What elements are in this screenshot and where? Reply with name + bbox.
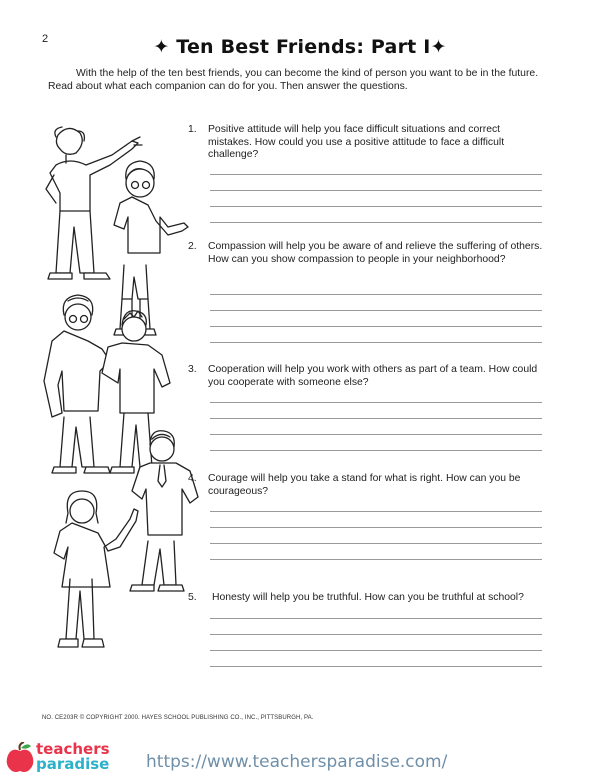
answer-line[interactable]	[210, 294, 542, 295]
apple-icon	[6, 742, 34, 772]
footer	[0, 730, 600, 776]
answer-lines[interactable]	[210, 511, 542, 575]
question-text: Honesty will help you be truthful. How can you be truthful at school?	[212, 592, 524, 603]
answer-line[interactable]	[210, 326, 542, 327]
answer-line[interactable]	[210, 527, 542, 528]
answer-lines[interactable]	[210, 294, 542, 358]
question-number: 5.	[188, 592, 197, 603]
figure-girl-glasses	[114, 161, 188, 335]
logo-wordmark	[36, 742, 110, 772]
question-text: Compassion will help you be aware of and relieve the suffering of others. How can you show compassion to people in your neighborhood?	[208, 241, 543, 265]
answer-line[interactable]	[210, 310, 542, 311]
question-number: 1.	[188, 124, 197, 135]
intro-paragraph: With the help of the ten best friends, you can become the kind of person you want to be in the future. Read about what each companion can do for you. Then answer the questions.	[48, 68, 539, 92]
answer-line[interactable]	[210, 543, 542, 544]
figure-boy-tie	[130, 431, 198, 591]
question-text: Positive attitude will help you face difficult situations and correct mistakes. How could you use a positive attitude to face a difficult challenge?	[208, 124, 505, 160]
question-text: Cooperation will help you work with others as part of a team. How could you cooperate with someone else?	[208, 364, 538, 388]
figure-girl-pointing	[54, 491, 138, 647]
answer-line[interactable]	[210, 418, 542, 419]
answer-line[interactable]	[210, 222, 542, 223]
answer-lines[interactable]	[210, 402, 542, 466]
answer-lines[interactable]	[210, 174, 542, 238]
question-number: 4.	[188, 473, 197, 484]
teachers-paradise-logo[interactable]	[6, 738, 136, 776]
children-illustration	[36, 115, 201, 660]
answer-line[interactable]	[210, 450, 542, 451]
answer-line[interactable]	[210, 402, 542, 403]
copyright-notice: NO. CE203R © COPYRIGHT 2000. HAYES SCHOOL PUBLISHING CO., INC., PITTSBURGH, PA.	[42, 715, 314, 721]
answer-line[interactable]	[210, 666, 542, 667]
answer-line[interactable]	[210, 559, 542, 560]
answer-line[interactable]	[210, 634, 542, 635]
answer-line[interactable]	[210, 511, 542, 512]
logo-line-2: paradise	[36, 755, 110, 773]
answer-lines[interactable]	[210, 618, 542, 682]
question-number: 3.	[188, 364, 197, 375]
figure-woman-glasses	[44, 295, 110, 473]
answer-line[interactable]	[210, 650, 542, 651]
answer-line[interactable]	[210, 206, 542, 207]
answer-line[interactable]	[210, 434, 542, 435]
page-number: 2	[42, 33, 49, 45]
answer-line[interactable]	[210, 174, 542, 175]
page-title: ✦ Ten Best Friends: Part I✦	[153, 36, 447, 58]
answer-line[interactable]	[210, 618, 542, 619]
question-text: Courage will help you take a stand for what is right. How can you be courageous?	[208, 473, 521, 497]
logo-line-1: teachers	[36, 740, 110, 758]
website-url[interactable]: https://www.teachersparadise.com/	[146, 752, 448, 772]
question-number: 2.	[188, 241, 197, 252]
answer-line[interactable]	[210, 190, 542, 191]
answer-line[interactable]	[210, 342, 542, 343]
